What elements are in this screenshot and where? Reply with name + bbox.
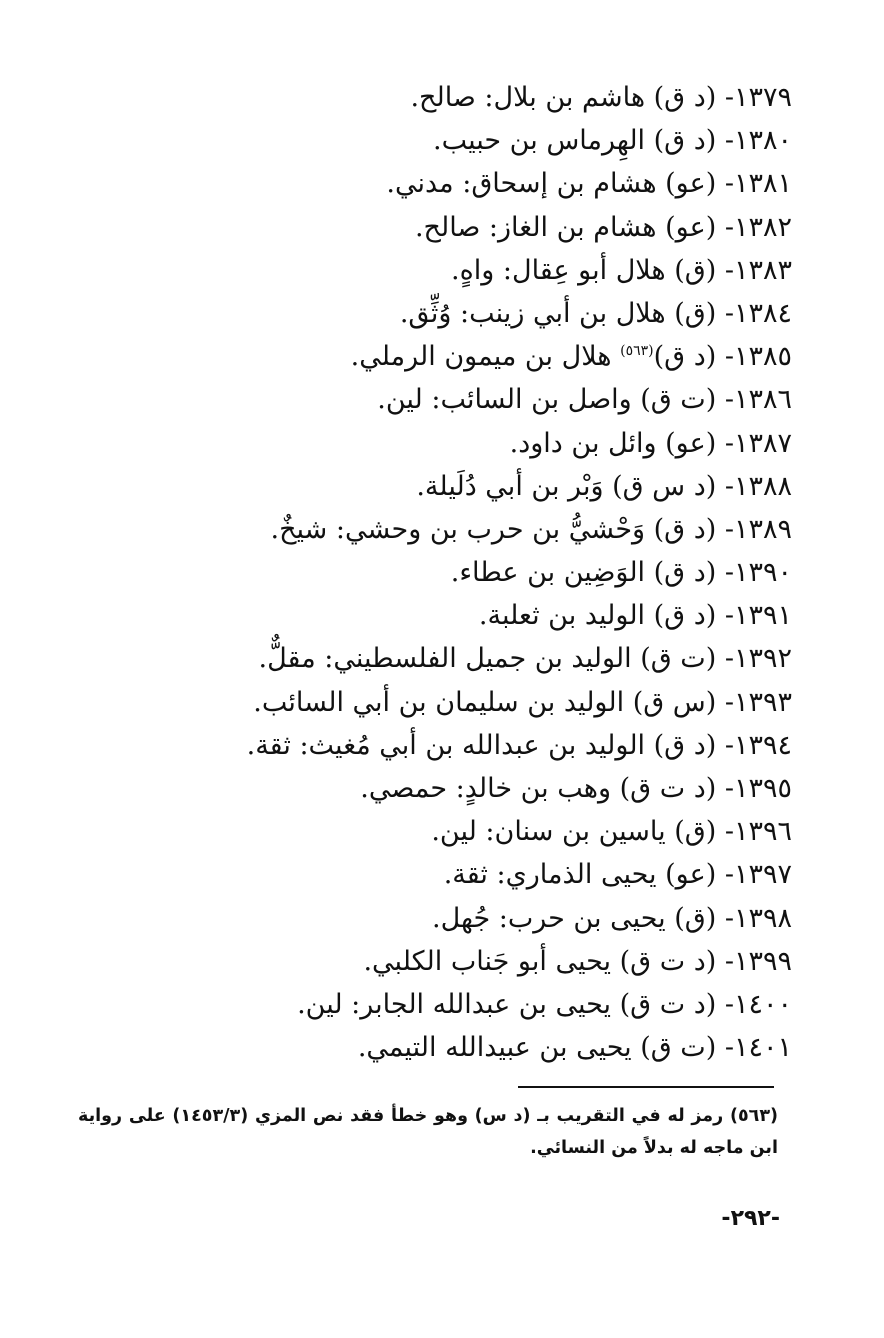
- entry-text: (ق) ياسين بن سنان: لين.: [431, 816, 717, 848]
- list-item: ١٣٨٨- (د س ق) وَبْر بن أبي دُلَيلة.: [416, 470, 792, 502]
- list-item: ١٣٩٤- (د ق) الوليد بن عبدالله بن أبي مُغيث: ثقة.: [246, 729, 792, 761]
- list-item: ١٣٩٨- (ق) يحيى بن حرب: جُهل.: [431, 902, 792, 934]
- entry-number: ١٣٩٧: [733, 859, 792, 891]
- entry-number: ١٣٨٥: [733, 341, 792, 373]
- entry-number: ١٣٨٦: [733, 384, 792, 416]
- list-item: ١٣٩٥- (د ت ق) وهب بن خالدٍ: حمصي.: [360, 773, 792, 804]
- list-item: ١٣٨٣- (ق) هلال أبو عِقال: واهٍ.: [451, 254, 792, 286]
- list-item: ١٣٨٦- (ت ق) واصل بن السائب: لين.: [377, 384, 792, 416]
- entry-number: ١٣٧٩: [733, 82, 792, 113]
- entry-number: ١٣٨٣: [733, 254, 792, 286]
- entry-number: ١٣٩٥: [733, 773, 792, 804]
- entry-text: (عو) وائل بن داود.: [509, 427, 717, 459]
- entry-text: (ت ق) الوليد بن جميل الفلسطيني: مقلٌّ.: [258, 643, 717, 675]
- entry-text: (د ت ق) يحيى بن عبدالله الجابر: لين.: [297, 988, 717, 1020]
- entry-number: ١٣٩٢: [733, 643, 792, 675]
- entry-number: ١٣٩٤: [733, 729, 792, 761]
- footnote-marker: (٥٦٣): [729, 1106, 778, 1126]
- list-item: ١٣٩٩- (د ت ق) يحيى أبو جَناب الكلبي.: [363, 945, 792, 977]
- list-item: ١٣٨٧- (عو) وائل بن داود.: [509, 427, 792, 459]
- page-number: -٢٩٢-: [721, 1206, 780, 1231]
- entry-number: ١٤٠١: [733, 1032, 792, 1064]
- list-item: ١٣٩٧- (عو) يحيى الذماري: ثقة.: [443, 859, 792, 891]
- entry-text: (س ق) الوليد بن سليمان بن أبي السائب.: [253, 686, 717, 718]
- entry-text: (عو) هشام بن الغاز: صالح.: [414, 211, 717, 243]
- entry-number: ١٣٨٨: [733, 470, 792, 502]
- list-item: ١٣٩١- (د ق) الوليد بن ثعلبة.: [478, 600, 792, 632]
- footnote-reference[interactable]: (٥٦٣): [620, 343, 654, 360]
- entry-text: (ق) هلال أبو عِقال: واهٍ.: [451, 254, 717, 286]
- footnote-divider: [518, 1086, 774, 1088]
- list-item: ١٣٨٠- (د ق) الهِرماس بن حبيب.: [433, 125, 792, 157]
- entry-number: ١٣٩٨: [733, 902, 792, 934]
- entry-text: (ق) هلال بن أبي زينب: وُثِّق.: [399, 297, 717, 329]
- entry-number: ١٣٨٢: [733, 211, 792, 243]
- list-item: ١٣٨١- (عو) هشام بن إسحاق: مدني.: [386, 168, 792, 200]
- list-item: ١٣٨٥- (د ق)$^{(٥٦٣)}$ هلال بن ميمون الرملي.: [350, 341, 792, 373]
- entry-text: (عو) هشام بن إسحاق: مدني.: [386, 168, 717, 200]
- list-item: ١٣٨٩- (د ق) وَحْشيُّ بن حرب بن وحشي: شيخٌ.: [270, 513, 792, 545]
- list-item: ١٤٠١- (ت ق) يحيى بن عبيدالله التيمي.: [357, 1032, 792, 1064]
- list-item: ١٤٠٠- (د ت ق) يحيى بن عبدالله الجابر: لين.: [297, 988, 792, 1020]
- list-item: ١٣٩٠- (د ق) الوَضِين بن عطاء.: [450, 557, 792, 589]
- list-item: ١٣٩٢- (ت ق) الوليد بن جميل الفلسطيني: مقلٌّ.: [258, 643, 792, 675]
- entry-text: (عو) يحيى الذماري: ثقة.: [443, 859, 717, 891]
- footnote: [78, 1100, 778, 1164]
- entry-number: ١٣٩٦: [733, 816, 792, 848]
- entry-text: (د ق): [653, 341, 717, 373]
- entry-number: ١٤٠٠: [733, 988, 792, 1020]
- entry-text: (ق) يحيى بن حرب: جُهل.: [431, 902, 717, 934]
- entry-text: (د ت ق) يحيى أبو جَناب الكلبي.: [363, 945, 717, 977]
- list-item: ١٣٧٩- (د ق) هاشم بن بلال: صالح.: [410, 82, 792, 113]
- entry-text-continued: هلال بن ميمون الرملي.: [350, 341, 612, 373]
- entry-text: (د ق) هاشم بن بلال: صالح.: [410, 82, 717, 113]
- entry-number: ١٣٩٩: [733, 945, 792, 977]
- entry-number: ١٣٨٩: [733, 513, 792, 545]
- list-item: ١٣٨٢- (عو) هشام بن الغاز: صالح.: [414, 211, 792, 243]
- entry-number: ١٣٩٣: [733, 686, 792, 718]
- entry-number: ١٣٨٠: [733, 125, 792, 157]
- entry-text: (ت ق) يحيى بن عبيدالله التيمي.: [357, 1032, 717, 1064]
- entry-number: ١٣٨٤: [733, 297, 792, 329]
- entry-number: ١٣٨١: [733, 168, 792, 200]
- entry-number: ١٣٨٧: [733, 427, 792, 459]
- entry-text: (د ت ق) وهب بن خالدٍ: حمصي.: [360, 773, 717, 804]
- entry-text: (د س ق) وَبْر بن أبي دُلَيلة.: [416, 470, 717, 502]
- entry-text: (د ق) الوليد بن عبدالله بن أبي مُغيث: ثقة.: [246, 729, 717, 761]
- entry-list: [40, 76, 792, 1069]
- list-item: ١٣٩٣- (س ق) الوليد بن سليمان بن أبي السائب.: [253, 686, 792, 718]
- entry-text: (ت ق) واصل بن السائب: لين.: [377, 384, 717, 416]
- entry-number: ١٣٩٠: [733, 557, 792, 589]
- entry-text: (د ق) وَحْشيُّ بن حرب بن وحشي: شيخٌ.: [270, 513, 717, 545]
- entry-number: ١٣٩١: [733, 600, 792, 632]
- entry-text: (د ق) الوَضِين بن عطاء.: [450, 557, 717, 589]
- list-item: ١٣٩٦- (ق) ياسين بن سنان: لين.: [431, 816, 792, 848]
- list-item: ١٣٨٤- (ق) هلال بن أبي زينب: وُثِّق.: [399, 297, 792, 329]
- entry-text: (د ق) الهِرماس بن حبيب.: [433, 125, 717, 157]
- entry-text: (د ق) الوليد بن ثعلبة.: [478, 600, 717, 632]
- footnote-text: رمز له في التقريب بـ (د س) وهو خطأ فقد نص المزي (١٤٥٣/٣) على رواية ابن ماجه له بدلاً من النسائي.: [78, 1106, 778, 1158]
